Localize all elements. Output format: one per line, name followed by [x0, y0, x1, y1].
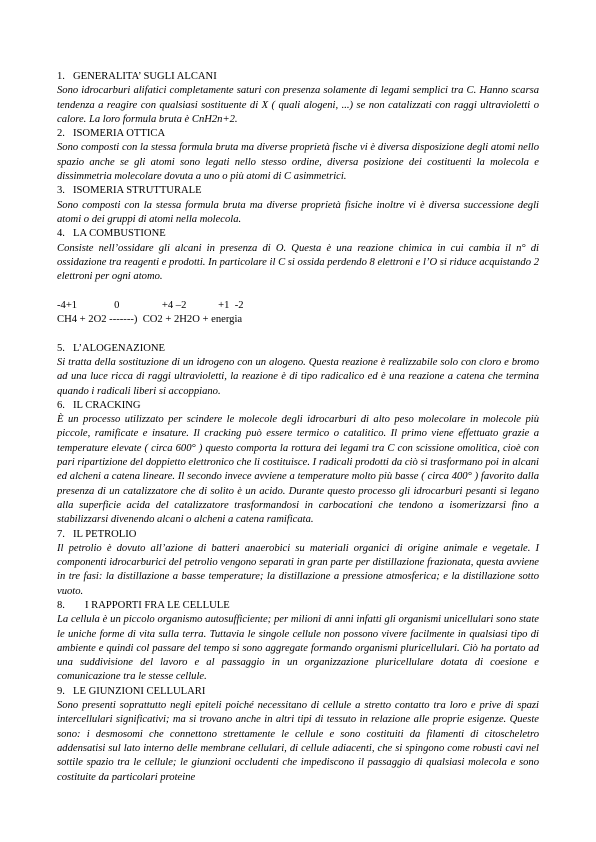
- section-4: [57, 227, 539, 341]
- section-body: Sono idrocarburi alifatici completamente saturi con presenza solamente di legami semplici tra C. Hanno scarsa tendenza a reagire con qualsiasi sostituente di X ( quali alogeni, ...) se non catalizzati con raggi ultravioletti o calore. La loro formula bruta è CnH2n+2.: [57, 85, 539, 125]
- section-heading: [57, 399, 539, 413]
- section-body: Sono presenti soprattutto negli epiteli poiché necessitano di cellule a stretto contatto tra loro e prive di spazi intercellulari significativi; ma si trovano anche in altri tipi di tessuto in relazione alle proprie esigenze. Queste sono: i desmosomi che connettono strettamente le cellule e sono costituiti da filamenti di citoscheletro addensatisi sul lato interno delle membrane cellulari, di cellule adiacenti, che si spingono come robusti cavi nel sottile spazio tra le cellule; le giunzioni occludenti che impediscono il passaggio di qualsiasi molecola e sono costituite da particolari proteine: [57, 700, 539, 783]
- section-heading: [57, 599, 539, 613]
- section-9: [57, 685, 539, 785]
- section-heading: [57, 70, 539, 84]
- section-number: 1.: [57, 71, 65, 82]
- section-body: Sono composti con la stessa formula bruta ma diverse proprietà fisiche inoltre vi è diversa successione degli atomi o dei gruppi di atomi nella molecola.: [57, 199, 539, 225]
- section-7: [57, 528, 539, 599]
- section-number: 6.: [57, 399, 65, 411]
- section-heading: [57, 184, 539, 198]
- section-heading: [57, 342, 539, 356]
- section-body: La cellula è un piccolo organismo autosufficiente; per milioni di anni infatti gli organismi unicellulari sono state le uniche forme di vita sulla terra. Tuttavia le singole cellule non possono vivere facilmente in qualsiasi tipo di ambiente e quindi col passare del tempo si sono aggregate formando organismi pluricellulari. Ciò ha portato ad una suddivisione del lavoro e al passaggio in un organizzazione pluricellulare dotata di coesione e comunicazione tra le stesse cellule.: [57, 614, 539, 683]
- section-body: Il petrolio è dovuto all’azione di batteri anaerobici su materiali organici di origine animale e vegetale. I componenti idrocarburici del petrolio vengono separati in gran parte per distillazione frazionata, questa avviene in tre fasi: la distillazione a basse temperature; la distillazione a pressione atmosferica; e la distillazione sotto vuoto.: [57, 542, 539, 597]
- section-body: Si tratta della sostituzione di un idrogeno con un alogeno. Questa reazione è realizzabile solo con cloro e bromo ad una luce ricca di raggi ultravioletti, la reazione è di tipo radicalico ed è una reazione a catena che termina quando i radicali liberi si accoppiano.: [57, 356, 539, 397]
- section-2: [57, 127, 539, 184]
- section-heading: [57, 227, 539, 241]
- section-title: IL CRACKING: [73, 399, 141, 411]
- document-page: [57, 70, 539, 785]
- section-title: ISOMERIA STRUTTURALE: [73, 185, 202, 197]
- section-title: GENERALITA’ SUGLI ALCANI: [73, 71, 217, 82]
- section-title: I RAPPORTI FRA LE CELLULE: [85, 599, 230, 611]
- section-number: 5.: [57, 342, 65, 354]
- section-title: L’ALOGENAZIONE: [73, 342, 165, 354]
- section-heading: [57, 127, 539, 141]
- combustion-equation: CH4 + 2O2 -------) CO2 + 2H2O + energia: [57, 314, 243, 326]
- section-number: 4.: [57, 228, 65, 240]
- section-title: LE GIUNZIONI CELLULARI: [73, 685, 206, 697]
- spacer: [57, 284, 539, 298]
- section-number: 2.: [57, 128, 65, 140]
- section-title: ISOMERIA OTTICA: [73, 128, 166, 140]
- section-8: [57, 599, 539, 685]
- section-body: Sono composti con la stessa formula bruta ma diverse proprietà fische vi è diversa disposizione degli atomi nello spazio anche se gli atomi sono legati nello stesso ordine, diversa posizione dei costituenti la molecola e dissimmetria molecolare dovuta a uno o più atomi di C asimmetrici.: [57, 142, 539, 183]
- section-5: [57, 342, 539, 399]
- section-number: 9.: [57, 685, 65, 697]
- section-number: 8.: [57, 599, 65, 611]
- section-title: IL PETROLIO: [73, 528, 137, 540]
- section-number: 7.: [57, 528, 65, 540]
- section-heading: [57, 685, 539, 699]
- section-heading: [57, 528, 539, 542]
- section-title: LA COMBUSTIONE: [73, 228, 166, 240]
- section-body: È un processo utilizzato per scindere le molecole degli idrocarburi di alto peso molecolare in molecole più piccole, ramificate e insature. Il cracking può essere termico o catalitico. Il primo viene effettuato grazie a temperature elevate ( circa 600° ) questo comporta la rottura dei legami tra C con scissione omolitica, cioè con pari ripartizione del doppietto elettronico che li costituisce. I radicali prodotti da ciò si trasformano poi in alcani ed alcheni a catena lineare. Il secondo invece avviene a temperature molto più basse ( circa 400° ) favorito dalla presenza di un catalizzatore che di solito è un acido. Durante questo processo gli idrocarburi pesanti si legano alla superficie acida del catalizzatore trasformandosi in carbocationi che tendono a isomerizzarsi fino a stabilizzarsi divenendo alcani o alcheni a catena ramificata.: [57, 414, 539, 526]
- spacer: [57, 327, 539, 341]
- oxidation-numbers: -4+1 0 +4 –2 +1 -2: [57, 299, 244, 311]
- section-1: [57, 70, 539, 127]
- section-body: Consiste nell’ossidare gli alcani in presenza di O. Questa è una reazione chimica in cui cambia il n° di ossidazione tra reagenti e prodotti. In particolare il C si ossida perdendo 8 elettroni e l’O si riduce acquistando 2 elettroni per ogni atomo.: [57, 242, 539, 283]
- section-number: 3.: [57, 185, 65, 197]
- section-6: [57, 399, 539, 528]
- section-3: [57, 184, 539, 227]
